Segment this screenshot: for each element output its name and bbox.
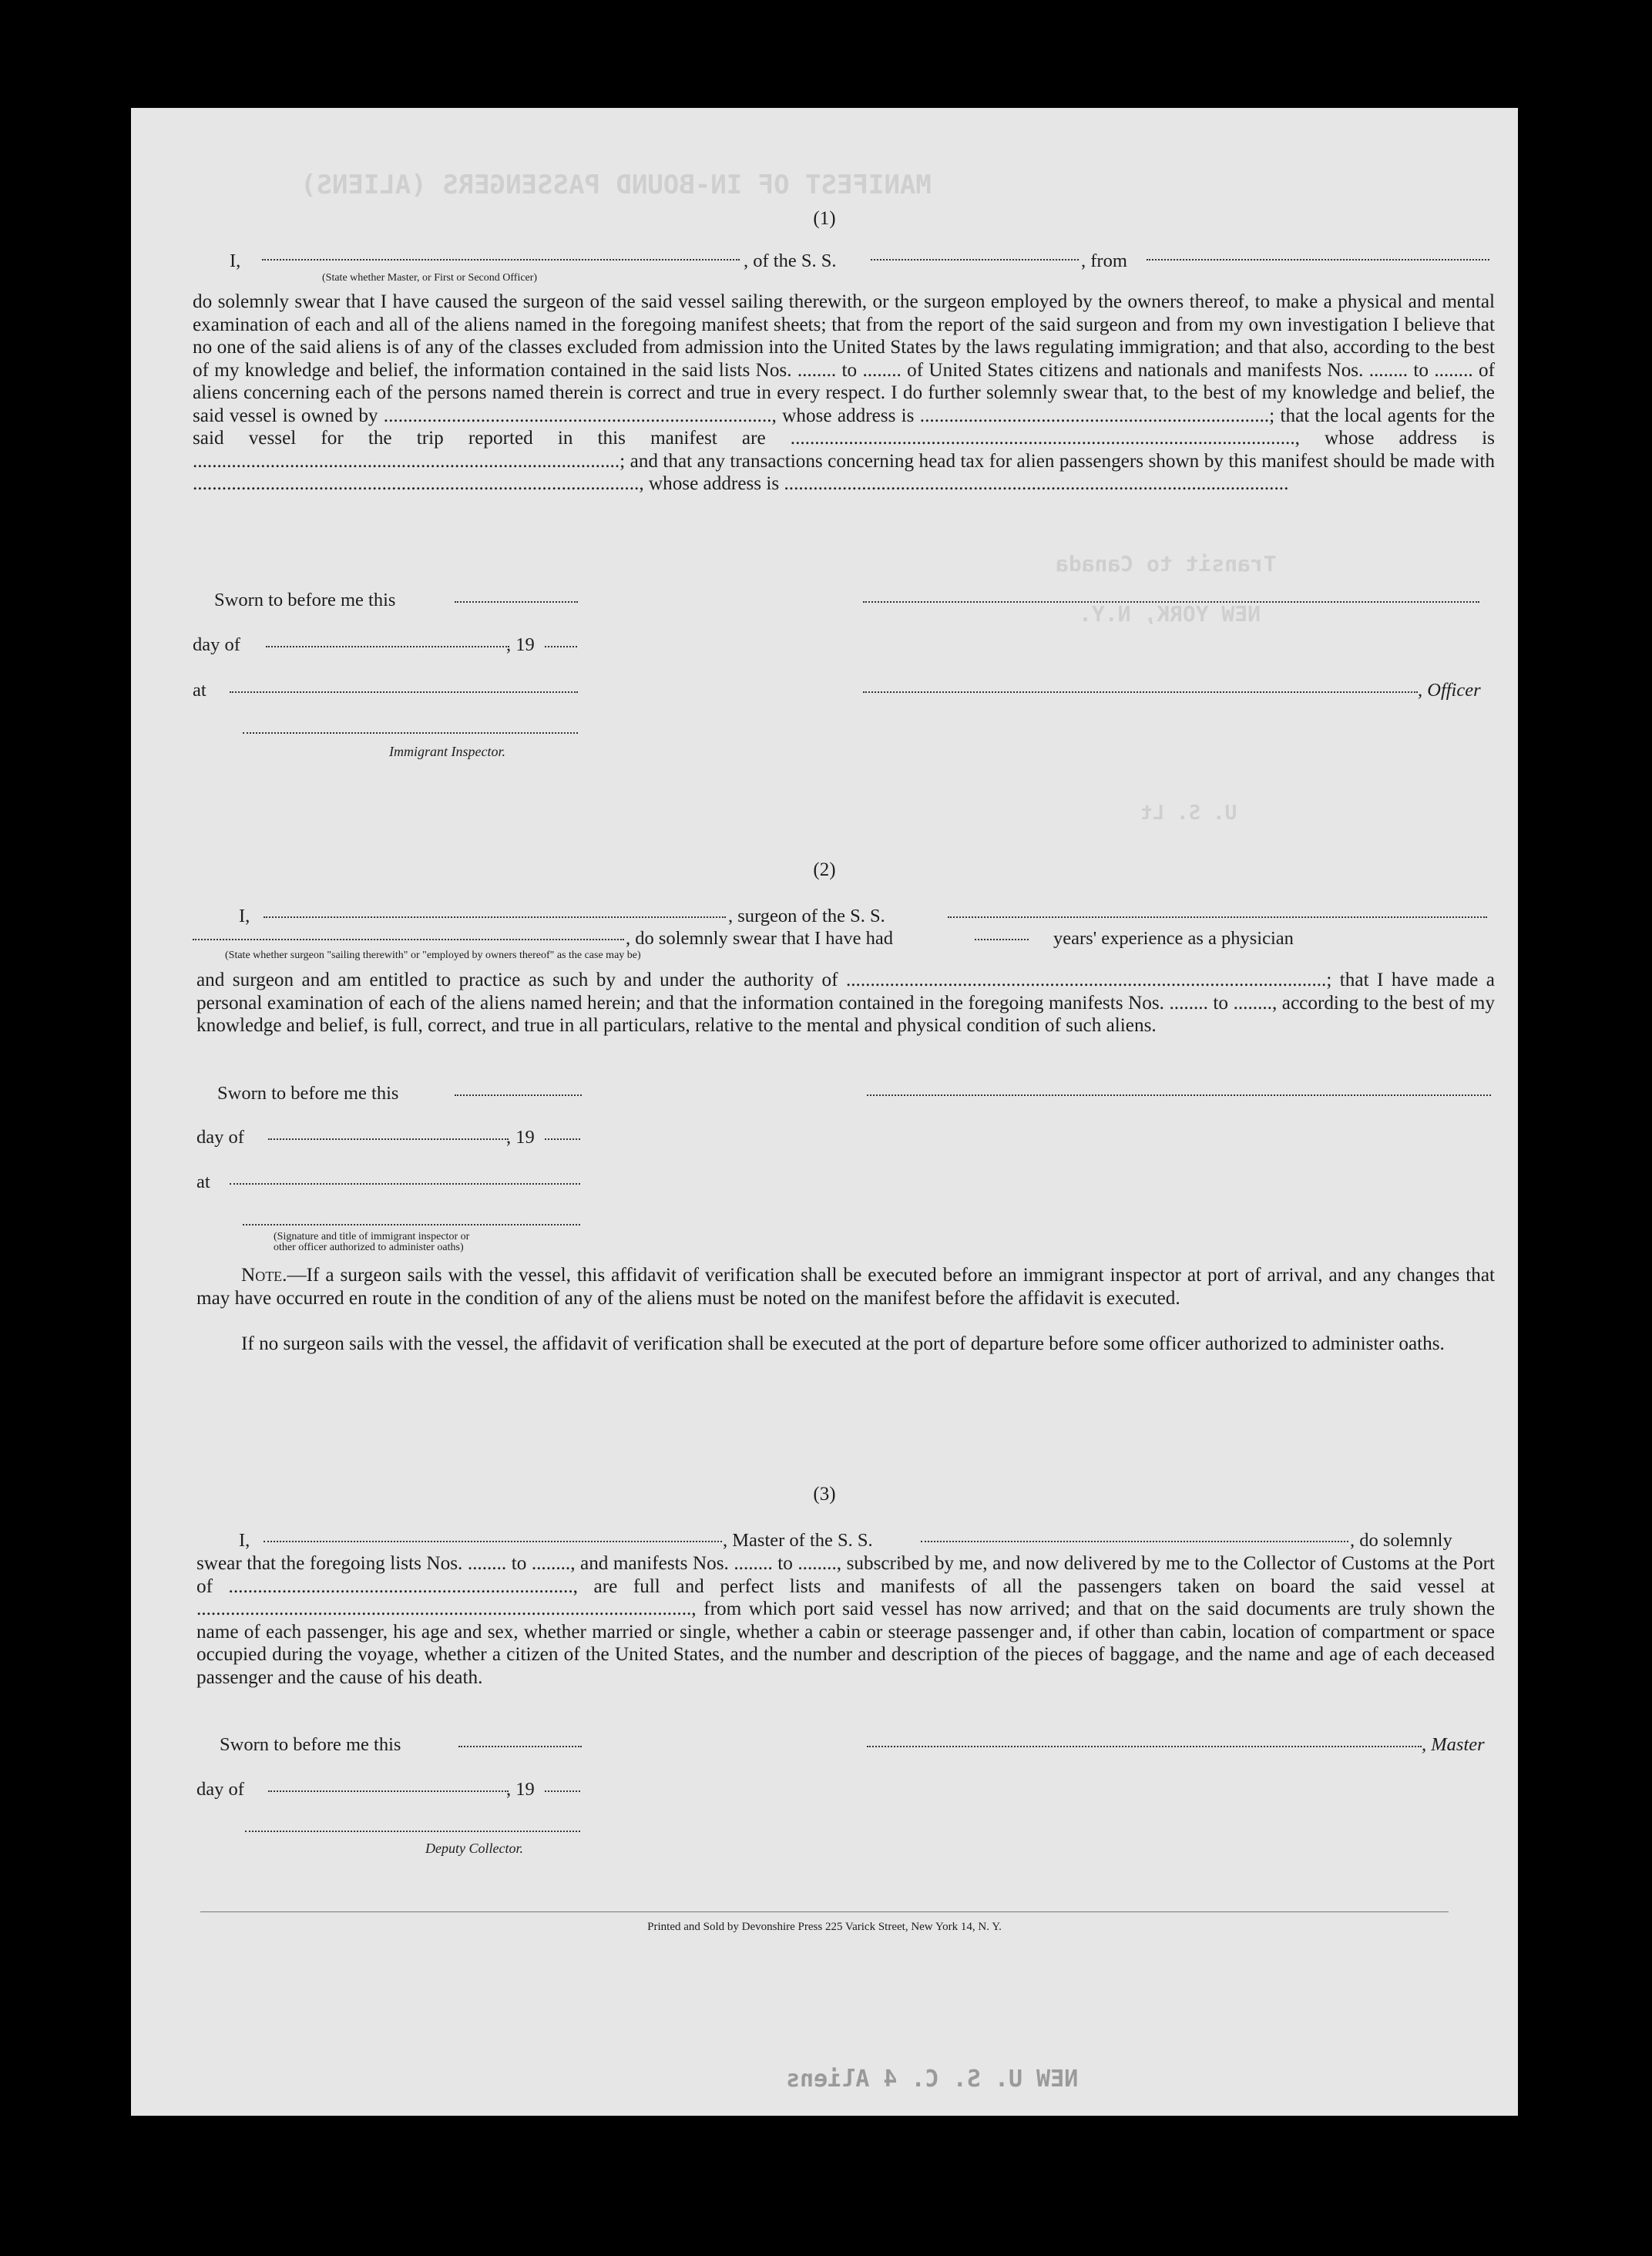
s1-officer-label: , Officer — [1418, 680, 1481, 701]
s2-body: and surgeon and am entitled to practice as such by and under the authority of ...................................................................................................; that I have made a personal examination of each of the aliens named herein; and that the information contained in the foregoing manifests Nos. ........ to ........, according to the best of my knowledge and belief, is full, correct, and true in all particulars, relative to the mental and physical condition of such aliens. — [196, 970, 1495, 1036]
s2-at-field[interactable] — [230, 1183, 580, 1185]
s3-day-field[interactable] — [268, 1790, 509, 1792]
binder-hole — [1555, 751, 1593, 790]
s2-signature-field[interactable] — [867, 1094, 1491, 1096]
s1-from-field[interactable] — [1147, 259, 1489, 261]
footer-divider — [200, 1911, 1449, 1912]
s3-line1-prefix: I, — [239, 1530, 250, 1551]
s3-year-label: , 19 — [506, 1779, 535, 1800]
binder-hole — [1555, 1542, 1593, 1580]
s1-year-label: , 19 — [506, 634, 535, 655]
s1-day-of-label: day of — [193, 634, 240, 655]
s3-body: swear that the foregoing lists Nos. ........ to ........, and manifests Nos. ........ to ........, subscribed by me, and now delivered by me to the Collector of Customs at the Port of ......................................................................., are full and perfect lists and manifests of all the passengers taken on board the said vessel at ......................................................................................................, from which port said vessel has now arrived; and that on the said documents are truly shown the name of each passenger, his age and sex, whether married or single, whether a cabin or steerage passenger and, if other than cabin, location of compartment or space occupied during the voyage, whether a citizen of the United States, and the number and description of the pieces of baggage, and the name and age of each deceased passenger and the cause of his death. — [196, 1553, 1495, 1688]
s3-master-label: , Master — [1422, 1734, 1485, 1755]
s1-at-label: at — [193, 680, 206, 701]
binder-hole — [1555, 262, 1593, 301]
s3-line1-end: , do solemnly — [1350, 1530, 1452, 1551]
s1-sworn-label: Sworn to before me this — [214, 590, 396, 610]
s2-sig-caption-2: other officer authorized to administer oaths) — [274, 1242, 464, 1253]
s1-officer-name-field[interactable] — [863, 601, 1479, 603]
section-3-heading: (3) — [813, 1484, 836, 1505]
s1-name-field[interactable] — [262, 259, 740, 261]
s2-note2: If no surgeon sails with the vessel, the affidavit of verification shall be executed at the port of departure before some officer authorized to administer oaths. — [241, 1333, 1445, 1354]
s1-body: do solemnly swear that I have caused the surgeon of the said vessel sailing therewith, or the surgeon employed by the owners thereof, to make a physical and mental examination of each and all of the aliens named in the foregoing manifest sheets; that from the report of the said surgeon and from my own investigation I believe that no one of the said aliens is of any of the classes excluded from admission into the United States by the laws regulating immigration; and that also, according to the best of my knowledge and belief, the information contained in the said lists Nos. ........ to ........ of United States citizens and nationals and manifests Nos. ........ to ........ of aliens concerning each of the persons named therein is correct and true in every respect. I do further solemnly swear that, to the best of my knowledge and belief, the said vessel is owned by ................................................................................, whose address is ........................................................................; that the local agents for the said vessel for the trip reported in this manifest are ........................................................................................................, whose address is ........................................................................................; and that any transactions concerning head tax for alien passengers shown by this manifest should be made with ............................................................................................, whose address is ........................................................................................................ — [193, 291, 1495, 494]
s2-note — [196, 1264, 1495, 1310]
s3-master-field[interactable] — [867, 1746, 1422, 1747]
binder-hole — [1555, 1884, 1593, 1923]
s3-ship-field[interactable] — [921, 1541, 1348, 1542]
s3-day-of-label: day of — [196, 1779, 244, 1800]
s2-line1-mid: , surgeon of the S. S. — [728, 906, 885, 926]
s3-sworn-label: Sworn to before me this — [220, 1734, 401, 1755]
s2-line2: , do solemnly swear that I have had — [626, 928, 893, 949]
s2-ship-field[interactable] — [948, 916, 1487, 918]
s1-line1-mid: , of the S. S. — [744, 250, 837, 271]
s2-capacity-field[interactable] — [193, 939, 624, 940]
s2-day-of-label: day of — [196, 1127, 244, 1148]
s2-caption: (State whether surgeon "sailing therewith" or "employed by owners thereof" as the case may be) — [225, 950, 641, 961]
s3-collector-signature-field[interactable] — [245, 1831, 580, 1832]
binder-hole — [1555, 146, 1593, 185]
s2-years-field[interactable] — [975, 939, 1029, 940]
s2-name-field[interactable] — [264, 916, 726, 918]
binder-hole — [1555, 632, 1593, 671]
s1-sworn-field[interactable] — [455, 601, 578, 603]
s2-year-label: , 19 — [506, 1127, 535, 1148]
s2-sworn-label: Sworn to before me this — [217, 1083, 399, 1104]
s2-note-label: Note. — [241, 1265, 287, 1286]
s2-at-label: at — [196, 1172, 210, 1192]
s2-sworn-field[interactable] — [455, 1094, 582, 1096]
s1-line1-prefix: I, — [230, 250, 241, 271]
bleed-through-text: Transit to Canada — [1056, 551, 1277, 577]
s3-collector-label: Deputy Collector. — [425, 1841, 523, 1856]
section-1-heading: (1) — [813, 208, 836, 229]
s1-inspector-label: Immigrant Inspector. — [389, 744, 505, 759]
s1-at-field[interactable] — [230, 691, 578, 693]
s2-year-field[interactable] — [545, 1138, 580, 1140]
bleed-through-text: NEW U. S. C. 4 Aliens — [786, 2066, 1079, 2093]
binder-hole — [1555, 1426, 1593, 1464]
binder-hole — [1555, 299, 1593, 338]
s2-sig-caption-1: (Signature and title of immigrant inspector or — [274, 1231, 470, 1242]
s2-line1-prefix: I, — [239, 906, 250, 926]
printer-imprint: Printed and Sold by Devonshire Press 225 Varick Street, New York 14, N. Y. — [647, 1921, 1002, 1933]
s1-ship-field[interactable] — [871, 259, 1079, 261]
bleed-through-title: MANIFEST OF IN-BOUND PASSENGERS (ALIENS) — [301, 170, 932, 200]
s2-note-text: —If a surgeon sails with the vessel, this affidavit of verification shall be executed before an immigrant inspector at port of arrival, and any changes that may have occurred en route in the condition of any of the aliens must be noted on the manifest before the affidavit is executed. — [196, 1265, 1495, 1309]
s1-caption: (State whether Master, or First or Second Officer) — [322, 272, 538, 284]
s3-line1-mid: , Master of the S. S. — [723, 1530, 873, 1551]
s3-sworn-field[interactable] — [458, 1746, 582, 1747]
bleed-through-text: U. S. Lt — [1140, 802, 1237, 825]
s1-officer-field[interactable] — [863, 691, 1418, 693]
s1-line1-end: , from — [1081, 250, 1127, 271]
section-2-heading: (2) — [813, 859, 836, 880]
s2-officer-signature-field[interactable] — [243, 1224, 580, 1226]
s2-day-field[interactable] — [268, 1138, 509, 1140]
s1-year-field[interactable] — [545, 646, 577, 647]
s1-day-field[interactable] — [266, 646, 509, 647]
binder-hole — [1555, 2031, 1593, 2069]
s3-name-field[interactable] — [264, 1541, 722, 1542]
s2-line2-end: years' experience as a physician — [1053, 928, 1294, 949]
manifest-page — [131, 108, 1518, 2116]
s1-inspector-signature-field[interactable] — [243, 732, 578, 734]
bleed-through-text: NEW YORK, N.Y. — [1079, 601, 1261, 627]
binder-hole — [1555, 1091, 1593, 1129]
binder-hole — [1555, 1919, 1593, 1958]
s3-year-field[interactable] — [545, 1790, 580, 1792]
